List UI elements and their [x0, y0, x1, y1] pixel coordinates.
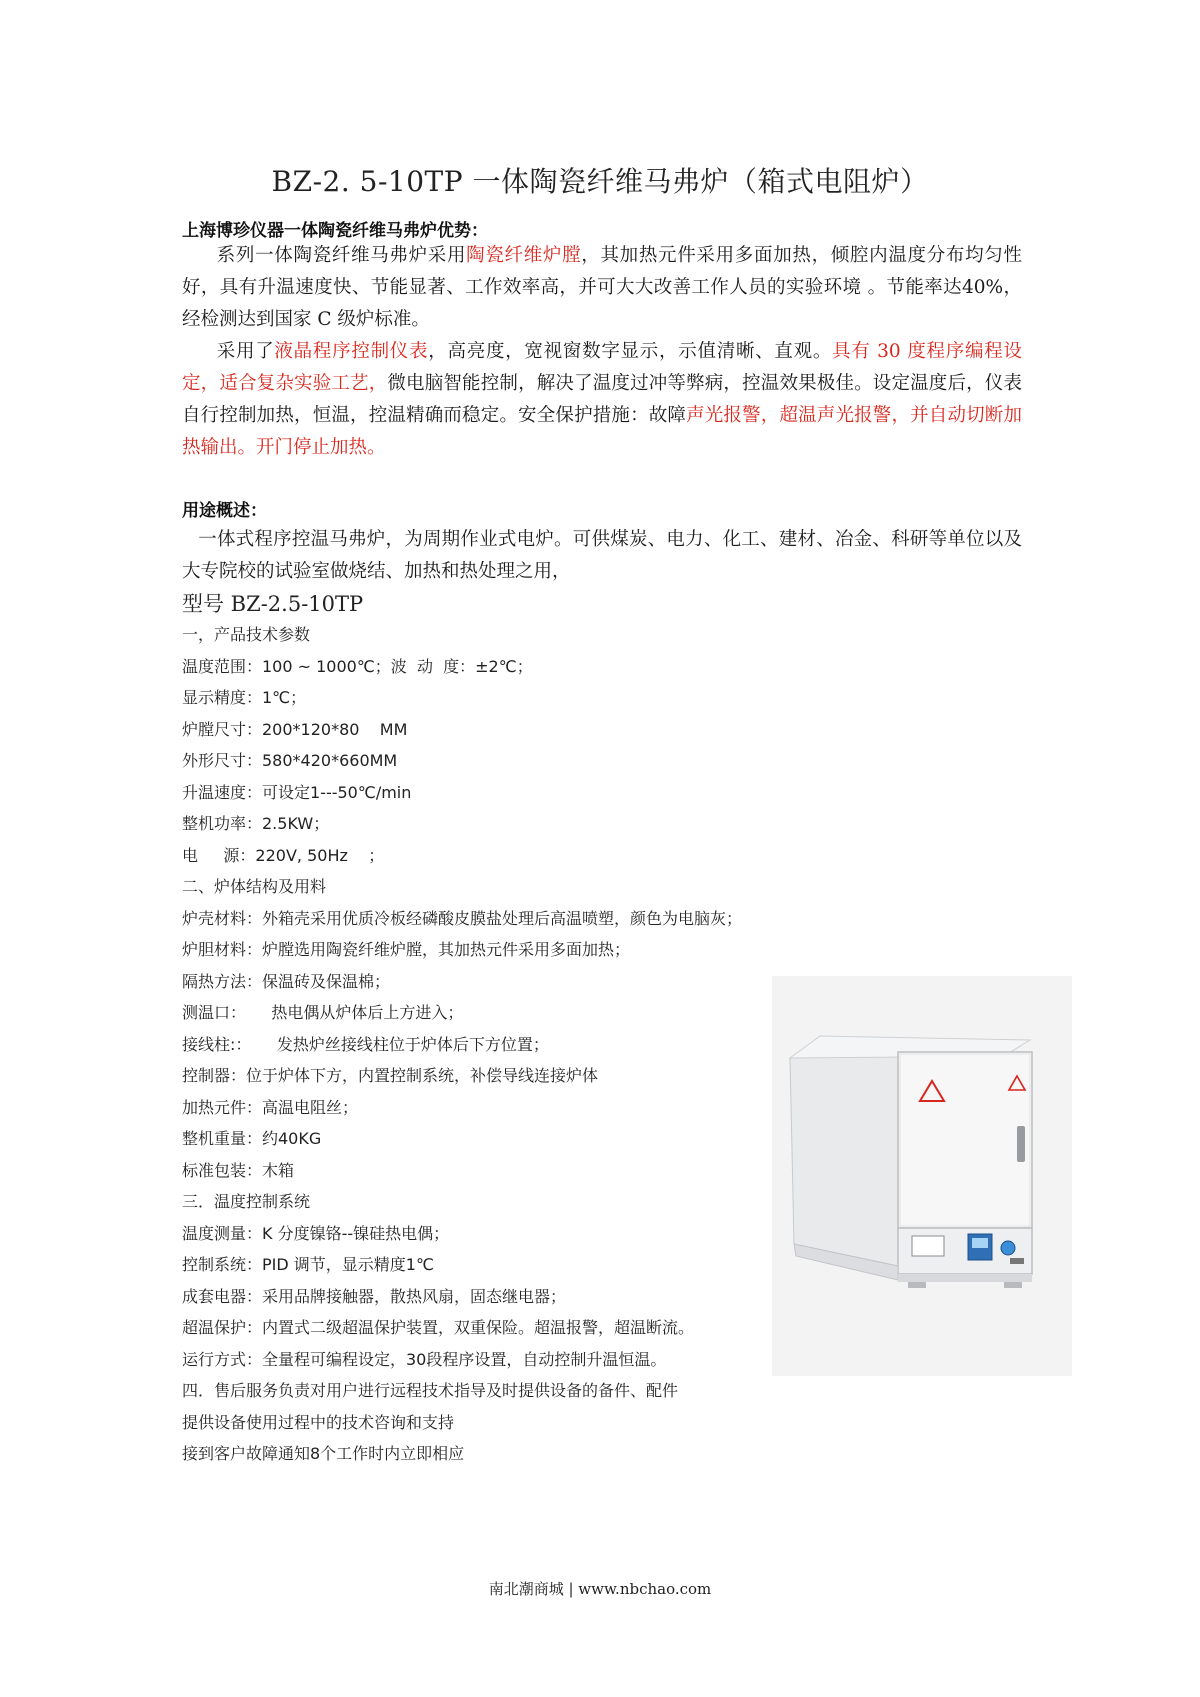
- spec-line: 温度范围：100 ~ 1000℃；波 动 度：±2℃；: [182, 656, 533, 676]
- page-footer: 南北潮商城 | www.nbchao.com: [488, 1580, 712, 1598]
- spec-line: 四．售后服务负责对用户进行远程技术指导及时提供设备的备件、配件: [182, 1381, 679, 1400]
- spec-line: 显示精度：1℃；: [182, 688, 307, 707]
- spec-line: 整机功率：2.5KW；: [182, 814, 330, 833]
- product-photo: [772, 976, 1072, 1376]
- model-line: 型号 BZ-2.5-10TP: [182, 592, 364, 616]
- spec-line: 控制系统：PID 调节，显示精度1℃: [182, 1255, 434, 1274]
- spec-line: 标准包装：木箱: [182, 1160, 295, 1180]
- spec-line: 电 源：220V, 50Hz ；: [182, 845, 385, 865]
- spec-line: 炉壳材料：外箱壳采用优质冷板经磷酸皮膜盐处理后高温喷塑，颜色为电脑灰；: [182, 908, 743, 928]
- page-title: BZ-2. 5-10TP 一体陶瓷纤维马弗炉（箱式电阻炉）: [271, 165, 929, 198]
- spec-line: 隔热方法：保温砖及保温棉；: [182, 971, 391, 991]
- spec-line: 炉胆材料：炉膛选用陶瓷纤维炉膛，其加热元件采用多面加热；: [182, 940, 631, 959]
- spec-line: 加热元件：高温电阻丝；: [182, 1097, 359, 1117]
- advantages-heading: 上海博珍仪器一体陶瓷纤维马弗炉优势：: [182, 221, 488, 241]
- usage-heading: 用途概述：: [182, 501, 267, 521]
- spec-line: 控制器：位于炉体下方，内置控制系统，补偿导线连接炉体: [182, 1066, 599, 1085]
- spec-line: 二、炉体结构及用料: [182, 877, 327, 896]
- spec-line: 接到客户故障通知8个工作时内立即相应: [182, 1444, 465, 1463]
- spec-line: 运行方式：全量程可编程设定，30段程序设置，自动控制升温恒温。: [182, 1349, 667, 1369]
- spec-line: 炉膛尺寸：200*120*80 MM: [182, 719, 408, 739]
- advantages-paragraph-1: 系列一体陶瓷纤维马弗炉采用陶瓷纤维炉膛，其加热元件采用多面加热，倾腔内温度分布均匀性好，具有升温速度快、节能显著、工作效率高，并可大大改善工作人员的实验环境 。节能率达40%，经检测达到国家 C 级炉标准。: [182, 245, 1022, 330]
- muffle-furnace-illustration: [772, 976, 1072, 1376]
- spec-line: 提供设备使用过程中的技术咨询和支持: [182, 1412, 455, 1432]
- advantages-paragraph-2: 采用了液晶程序控制仪表，高亮度，宽视窗数字显示，示值清晰、直观。具有 30 度程序编程设定，适合复杂实验工艺，微电脑智能控制，解决了温度过冲等弊病，控温效果极佳。设定温度后，仪表自行控制加热，恒温，控温精确而稳定。安全保护措施：故障声光报警，超温声光报警，并自动切断加热输出。开门停止加热。: [182, 341, 1022, 458]
- spec-line: 接线柱:： 发热炉丝接线柱位于炉体后下方位置；: [182, 1034, 549, 1054]
- spec-line: 超温保护：内置式二级超温保护装置，双重保险。超温报警，超温断流。: [182, 1318, 695, 1337]
- usage-paragraph: 一体式程序控温马弗炉，为周期作业式电炉。可供煤炭、电力、化工、建材、冶金、科研等单位以及大专院校的试验室做烧结、加热和热处理之用，: [182, 529, 1022, 582]
- spec-line: 温度测量：K 分度镍铬--镍硅热电偶；: [182, 1223, 450, 1243]
- spec-line: 成套电器：采用品牌接触器，散热风扇，固态继电器；: [182, 1286, 567, 1306]
- spec-line: 外形尺寸：580*420*660MM: [182, 751, 398, 770]
- spec-line: 三．温度控制系统: [182, 1192, 311, 1211]
- spec-line: 一，产品技术参数: [182, 625, 311, 644]
- spec-line: 测温口： 热电偶从炉体后上方进入；: [182, 1003, 464, 1022]
- spec-line: 整机重量：约40KG: [182, 1129, 322, 1148]
- spec-line: 升温速度：可设定1---50℃/min: [182, 782, 412, 802]
